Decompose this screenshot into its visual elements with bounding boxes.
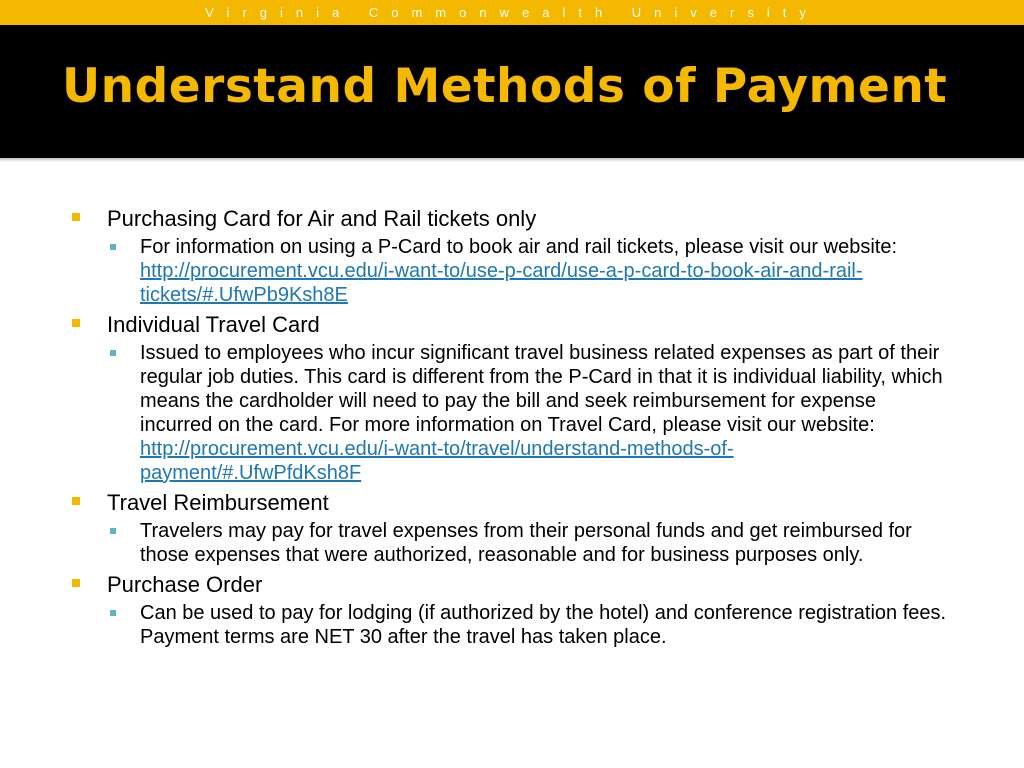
sub-bullet-text: Travelers may pay for travel expenses from their personal funds and get reimbursed for those expenses that were authorized, reasonable and for business purposes only.	[140, 520, 912, 566]
sub-bullet-individual-travel-card	[107, 341, 952, 485]
title-divider	[0, 158, 1024, 162]
sub-bullet-text: For information on using a P-Card to book air and rail tickets, please visit our website:	[140, 236, 898, 258]
pcard-link[interactable]: http://procurement.vcu.edu/i-want-to/use-p-card/use-a-p-card-to-book-air-and-rail-tickets/#.UfwPb9Ksh8E	[140, 260, 863, 306]
bullet-travel-reimbursement	[72, 489, 972, 516]
bullet-purchase-order	[72, 571, 972, 598]
bullet-individual-travel-card	[72, 311, 972, 338]
square-bullet-icon	[72, 579, 80, 587]
sub-bullet-purchasing-card	[107, 235, 952, 307]
small-square-bullet-icon	[110, 528, 116, 534]
square-bullet-icon	[72, 497, 80, 505]
bullet-purchasing-card	[72, 205, 972, 232]
bullet-label: Purchasing Card for Air and Rail tickets only	[107, 206, 537, 231]
sub-bullet-text: Can be used to pay for lodging (if authorized by the hotel) and conference registration fees. Payment terms are NET 30 after the travel has taken place.	[140, 602, 947, 648]
small-square-bullet-icon	[110, 244, 116, 250]
small-square-bullet-icon	[110, 350, 116, 356]
bullet-list	[72, 205, 972, 653]
square-bullet-icon	[72, 319, 80, 327]
sub-bullet-text: Issued to employees who incur significant travel business related expenses as part of their regular job duties. This card is different from the P-Card in that it is individual liability, which means the cardholder will need to pay the bill and seek reimbursement for expense incurred on the card. For more information on Travel Card, please visit our website:	[140, 342, 943, 436]
university-banner	[0, 0, 1024, 25]
bullet-label: Travel Reimbursement	[107, 490, 329, 515]
title-band	[0, 25, 1024, 158]
small-square-bullet-icon	[110, 610, 116, 616]
travel-card-link[interactable]: http://procurement.vcu.edu/i-want-to/travel/understand-methods-of-payment/#.UfwPfdKsh8F	[140, 438, 734, 484]
square-bullet-icon	[72, 213, 80, 221]
slide-title: Understand Methods of Payment	[62, 59, 948, 114]
university-name: Virginia Commonwealth University	[205, 5, 819, 20]
bullet-label: Purchase Order	[107, 572, 263, 597]
sub-bullet-purchase-order	[107, 601, 952, 649]
sub-bullet-travel-reimbursement	[107, 519, 952, 567]
bullet-label: Individual Travel Card	[107, 312, 320, 337]
